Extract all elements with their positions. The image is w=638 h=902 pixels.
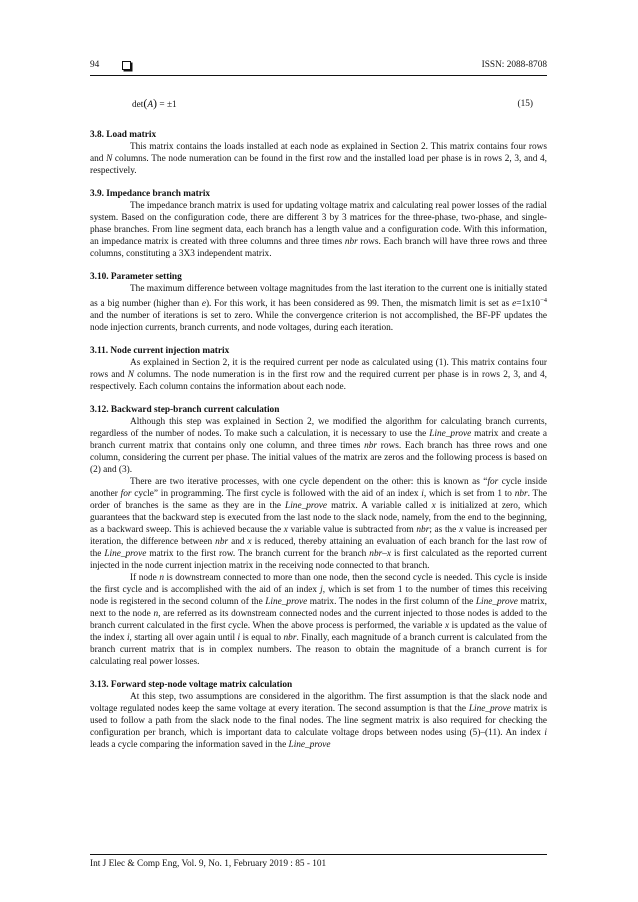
issn-label: ISSN: 2088-8708 — [481, 60, 547, 70]
section-heading-3-11: 3.11. Node current injection matrix — [90, 346, 230, 357]
paragraph-current-injection: As explained in Section 2, it is the required current per node as calculated using (1). This matrix contains four rows and N columns. The node numeration is in the first row and the required current per phase is in rows 2, 3, and 4, respectively. Each column contains the information about each node. — [90, 358, 547, 393]
paragraph-impedance-matrix: The impedance branch matrix is used for updating voltage matrix and calculating real power losses of the radial system. Based on the configuration code, there are different 3 by 3 matrices for the three-phase, two-phase, and single-phase branches. From line segment data, each branch has a length value and a configuration code. With this information, an impedance matrix is created with three columns and three times nbr rows. Each branch will have three rows and three columns, constituting a 3X3 independent matrix. — [90, 201, 547, 259]
equation-formula: det(A) = ±1 — [132, 96, 177, 110]
footer-rule — [90, 854, 547, 855]
equation-15 — [90, 96, 547, 113]
paragraph-backward-step-2: There are two iterative processes, with one cycle dependent on the other: this is known as “for cycle inside another for cycle” in programming. The first cycle is followed with the aid of an index i, which is set from 1 to nbr. The order of branches is the same as they are in the Line_prove matrix. A variable called x is initialized at zero, which guarantees that the backward step is executed from the last node to the slack node, namely, from the end to the beginning, as a backward sweep. This is achieved because the x variable value is subtracted from nbr; as the x value is increased per iteration, the difference between nbr and x is reduced, thereby attaining an evaluation of each branch for the last row of the Line_prove matrix to the first row. The branch current for the branch nbr–x is first calculated as the reported current injected in the node current injection matrix in the receiving node connected to that branch. — [90, 477, 548, 572]
page-number: 94 — [90, 60, 100, 70]
section-heading-3-8: 3.8. Load matrix — [90, 130, 157, 140]
equation-number: (15) — [517, 99, 533, 109]
section-heading-3-13: 3.13. Forward step-node voltage matrix calculation — [90, 680, 293, 691]
equation-rhs: = ±1 — [159, 100, 177, 110]
section-heading-3-12: 3.12. Backward step-branch current calculation — [90, 405, 280, 416]
section-heading-3-10: 3.10. Parameter setting — [90, 272, 182, 282]
section-heading-3-9: 3.9. Impedance branch matrix — [90, 189, 211, 199]
paragraph-backward-step-3: If node n is downstream connected to more than one node, then the second cycle is needed. This cycle is inside the first cycle and is accomplished with the aid of an index j, which is set from 1 to the number of times this receiving node is registered in the second column of the Line_prove matrix. The nodes in the first column of the Line_prove matrix, next to the node n, are referred as its downstream connected nodes and the current injected to those nodes is added to the branch current calculated in the first cycle. When the above process is performed, the variable x is updated as the value of the index i, starting all over again until i is equal to nbr. Finally, each magnitude of a branch current is calculated from the branch current matrix that is in complex numbers. The reason to obtain the magnitude of a branch current is for calculating real power losses. — [90, 573, 548, 668]
equation-lhs: det — [132, 100, 144, 110]
checkbox-square-icon — [122, 61, 131, 70]
equation-arg: A — [147, 100, 154, 110]
paragraph-forward-step: At this step, two assumptions are considered in the algorithm. The first assumption is that the slack node and voltage regulated nodes keep the same voltage at every iteration. The second assumption is that the Line_prove matrix is used to follow a path from the slack node to the final nodes. The line segment matrix is also required for checking the configuration per branch, which is important data to calculate voltage drops between nodes using (5)–(11). An index i leads a cycle comparing the information saved in the Line_prove — [90, 692, 547, 751]
running-header — [90, 60, 547, 74]
footer-citation: Int J Elec & Comp Eng, Vol. 9, No. 1, February 2019 : 85 - 101 — [90, 859, 327, 869]
header-rule — [90, 75, 547, 76]
paragraph-backward-step-1: Although this step was explained in Section 2, we modified the algorithm for calculating branch currents, regardless of the number of nodes. To make such a calculation, it is necessary to use the Line_prove matrix and create a branch current matrix that contains only one column, and three times nbr rows. Each branch has three rows and one column, considering the current per phase. The initial values of the matrix are zeros and the following process is based on (2) and (3). — [90, 417, 548, 476]
paragraph-load-matrix: This matrix contains the loads installed at each node as explained in Section 2. This matrix contains four rows and N columns. The node numeration can be found in the first row and the installed load per phase is in rows 2, 3, and 4, respectively. — [90, 142, 547, 176]
paragraph-parameter-setting: The maximum difference between voltage magnitudes from the last iteration to the current one is initially stated as a big number (higher than e). For this work, it has been considered as 99. Then, the mismatch limit is set as $e=1x10^{-4}$ and the number of iterations is set to zero. While the convergence criterion is not accomplished, the BF-PF updates the node injection currents, branch currents, and node voltages, during each iteration. — [90, 284, 547, 334]
body-text — [90, 129, 547, 751]
